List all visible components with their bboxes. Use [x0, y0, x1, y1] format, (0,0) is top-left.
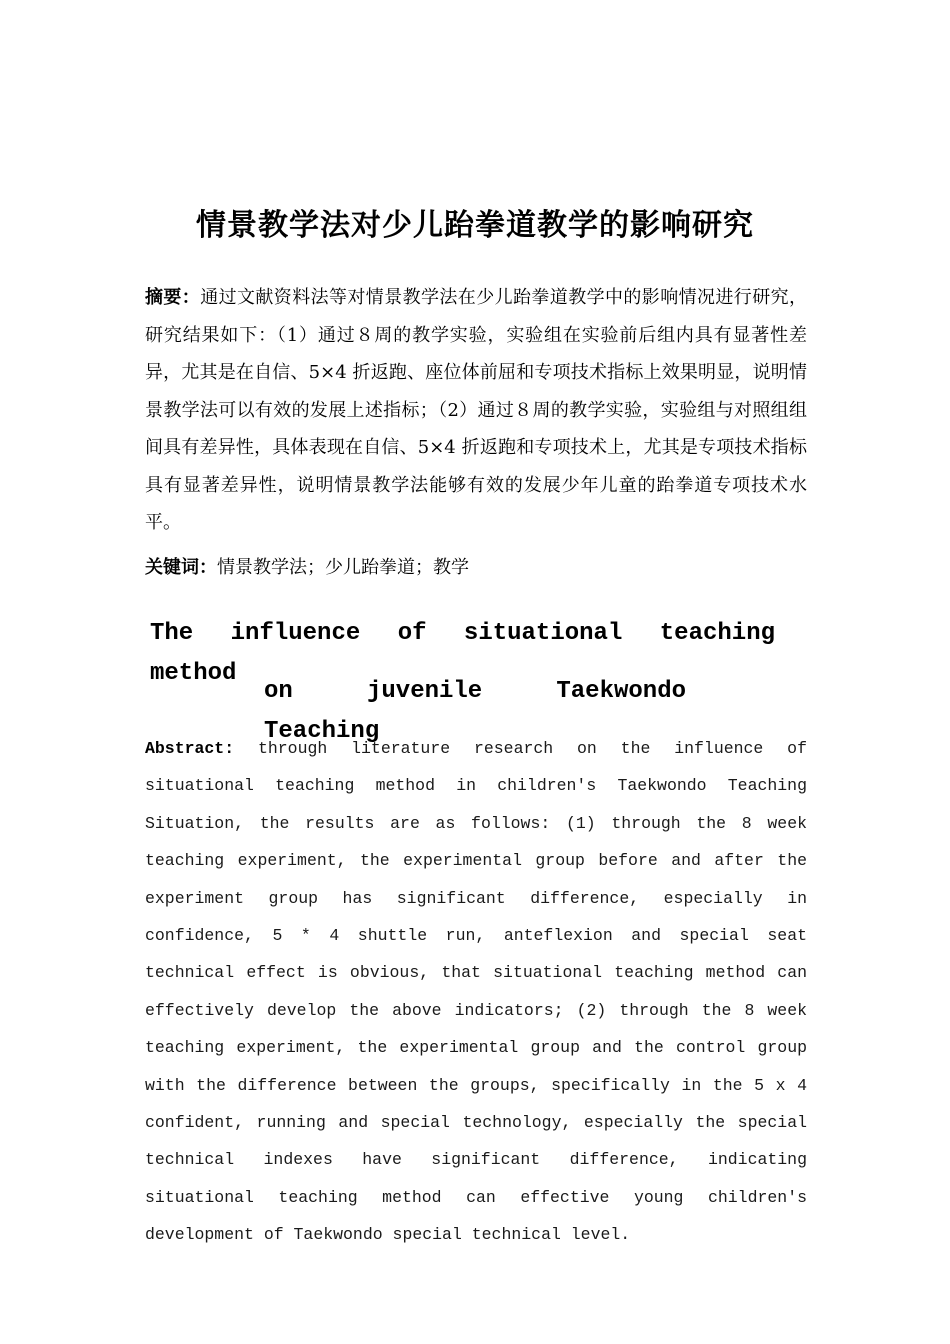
chinese-keywords-text: 情景教学法；少儿跆拳道；教学 [217, 557, 469, 578]
chinese-abstract [145, 279, 807, 542]
english-abstract-label: Abstract: [145, 739, 235, 758]
chinese-abstract-text: 通过文献资料法等对情景教学法在少儿跆拳道教学中的影响情况进行研究，研究结果如下：（1）通过８周的教学实验，实验组在实验前后组内具有显著性差异，尤其是在自信、5×4 折返跑、座位体前屈和专项技术指标上效果明显，说明情景教学法可以有效的发展上述指标；（2）通过８周的教学实验，实验组与对照组组间具有差异性，具体表现在自信、5×4 折返跑和专项技术上，尤其是专项技术指标具有显著差异性，说明情景教学法能够有效的发展少年儿童的跆拳道专项技术水平。 [145, 287, 807, 533]
english-title-line-1: The influence of situational teaching method [150, 620, 775, 687]
chinese-keywords [145, 551, 807, 585]
english-abstract [145, 730, 807, 1254]
english-abstract-text: through literature research on the influence of situational teaching method in children's Taekwondo Teaching Situation, the results are as follows: (1) through the 8 week teaching experiment, the experimental group before and after the experiment group has significant difference, especially in confidence, 5 * 4 shuttle run, anteflexion and special seat technical effect is obvious, that situational teaching method can effectively develop the above indicators; (2) through the 8 week teaching experiment, the experimental group and the control group with the difference between the groups, specifically in the 5 x 4 confident, running and special technology, especially the special technical indexes have significant difference, indicating situational teaching method can effective young children's development of Taekwondo special technical level. [145, 739, 807, 1245]
chinese-keywords-label: 关键词： [145, 557, 217, 578]
english-title-line-2: on juvenile Taekwondo Teaching [264, 678, 686, 745]
chinese-title: 情景教学法对少儿跆拳道教学的影响研究 [196, 208, 754, 243]
chinese-abstract-label: 摘要： [145, 287, 201, 308]
